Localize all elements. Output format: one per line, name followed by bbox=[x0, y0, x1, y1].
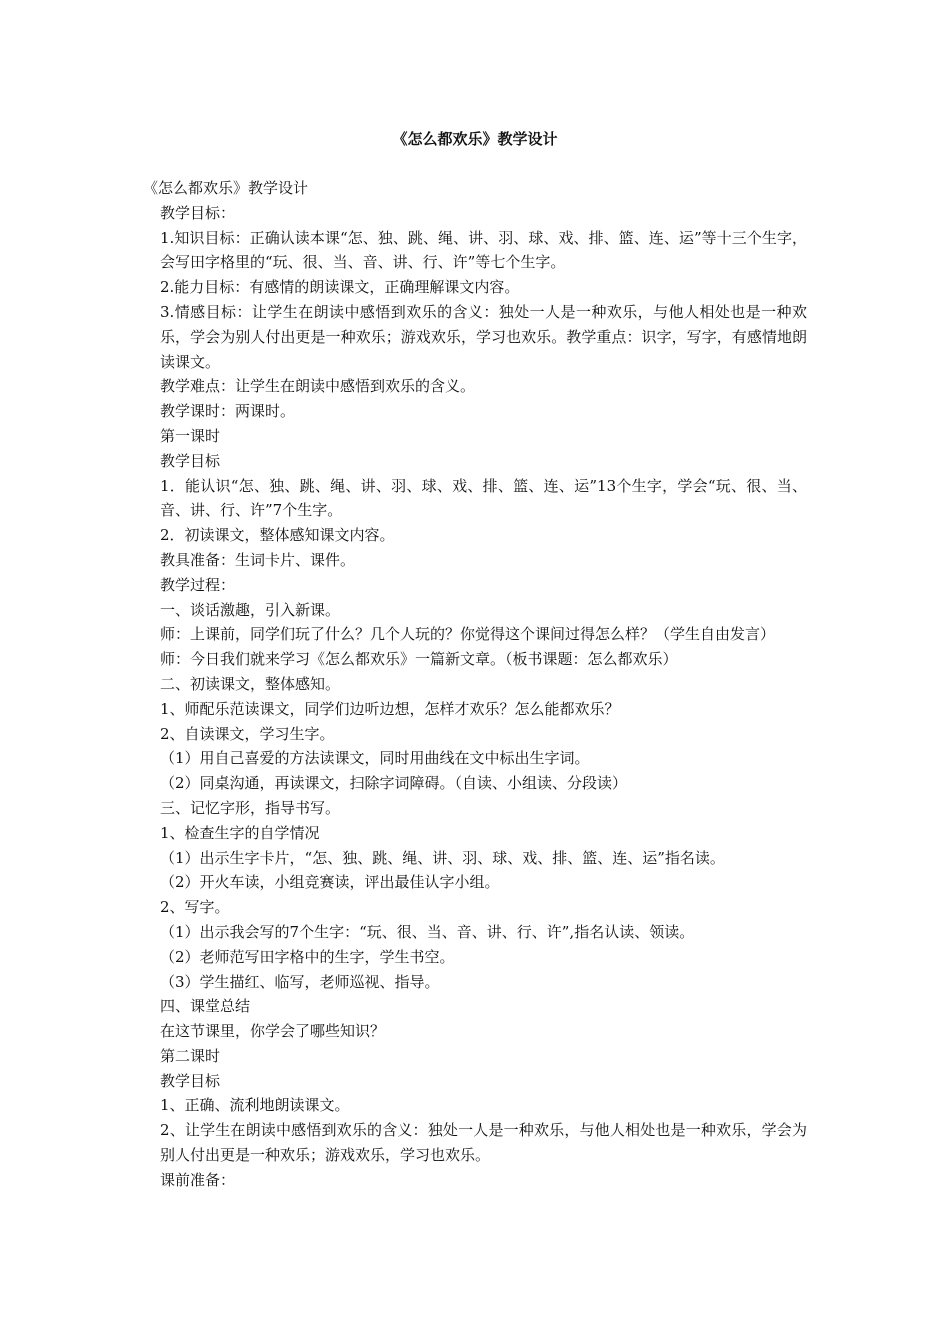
paragraph: 教学目标： bbox=[160, 203, 236, 222]
paragraph: （1）出示我会写的7个生字：“玩、很、当、音、讲、行、许”,指名认读、领读。 bbox=[160, 922, 695, 941]
paragraph: 教学过程： bbox=[160, 575, 236, 594]
paragraph: 教学难点：让学生在朗读中感悟到欢乐的含义。 bbox=[160, 377, 476, 396]
paragraph: 教学目标 bbox=[160, 451, 221, 470]
paragraph: 2、自读课文，学习生字。 bbox=[160, 724, 335, 743]
paragraph: 三、记忆字形，指导书写。 bbox=[160, 798, 341, 817]
paragraph: 教学课时：两课时。 bbox=[160, 402, 296, 421]
paragraph: （2）老师范写田字格中的生字，学生书空。 bbox=[160, 947, 455, 966]
paragraph: 一、谈话激趣，引入新课。 bbox=[160, 600, 341, 619]
paragraph: 《怎么都欢乐》教学设计 bbox=[143, 179, 309, 197]
section-heading: 第一课时 bbox=[160, 426, 221, 445]
paragraph: 2．初读课文，整体感知课文内容。 bbox=[160, 526, 395, 545]
document-title: 《怎么都欢乐》教学设计 bbox=[392, 130, 558, 148]
paragraph: （1）用自己喜爱的方法读课文，同时用曲线在文中标出生字词。 bbox=[160, 749, 590, 768]
paragraph: 3.情感目标：让学生在朗读中感悟到欢乐的含义：独处一人是一种欢乐，与他人相处也是一种欢乐，学会为别人付出更是一种欢乐；游戏欢乐，学习也欢乐。教学重点：识字，写字，有感情地朗读课文。 bbox=[160, 302, 807, 371]
paragraph: （3）学生描红、临写，老师巡视、指导。 bbox=[160, 972, 440, 991]
paragraph: 师：今日我们就来学习《怎么都欢乐》一篇新文章。（板书课题：怎么都欢乐） bbox=[160, 650, 678, 669]
paragraph: 二、初读课文，整体感知。 bbox=[160, 674, 341, 693]
paragraph: 四、课堂总结 bbox=[160, 997, 251, 1016]
paragraph: 教学目标 bbox=[160, 1071, 221, 1090]
paragraph: 教具准备：生词卡片、课件。 bbox=[160, 550, 356, 569]
paragraph: 2、让学生在朗读中感悟到欢乐的含义：独处一人是一种欢乐，与他人相处也是一种欢乐，学会为别人付出更是一种欢乐；游戏欢乐，学习也欢乐。 bbox=[160, 1121, 807, 1165]
section-heading: 第二课时 bbox=[160, 1046, 221, 1065]
paragraph: 1、师配乐范读课文，同学们边听边想，怎样才欢乐？怎么能都欢乐？ bbox=[160, 699, 620, 718]
paragraph: （2）同桌沟通，再读课文，扫除字词障碍。（自读、小组读、分段读） bbox=[160, 774, 628, 793]
document-body bbox=[143, 176, 807, 1193]
paragraph: 2、写字。 bbox=[160, 898, 230, 917]
paragraph: （2）开火车读，小组竞赛读，评出最佳认字小组。 bbox=[160, 873, 500, 892]
paragraph: 1．能认识“怎、独、跳、绳、讲、羽、球、戏、排、篮、连、运”13个生字，学会“玩、很、当、音、讲、行、许”7个生字。 bbox=[160, 476, 807, 520]
paragraph: 1、正确、流利地朗读课文。 bbox=[160, 1096, 350, 1115]
paragraph: 课前准备： bbox=[160, 1170, 236, 1189]
paragraph: （1）出示生字卡片，“怎、独、跳、绳、讲、羽、球、戏、排、篮、连、运”指名读。 bbox=[160, 848, 725, 867]
paragraph: 在这节课里，你学会了哪些知识？ bbox=[160, 1022, 386, 1041]
paragraph: 1、检查生字的自学情况 bbox=[160, 823, 320, 842]
paragraph: 1.知识目标：正确认读本课“怎、独、跳、绳、讲、羽、球、戏、排、篮、连、运”等十三个生字，会写田字格里的“玩、很、当、音、讲、行、许”等七个生字。 bbox=[160, 228, 807, 272]
paragraph: 师：上课前，同学们玩了什么？几个人玩的？你觉得这个课间过得怎么样？（学生自由发言） bbox=[160, 625, 776, 644]
paragraph: 2.能力目标：有感情的朗读课文，正确理解课文内容。 bbox=[160, 278, 520, 297]
